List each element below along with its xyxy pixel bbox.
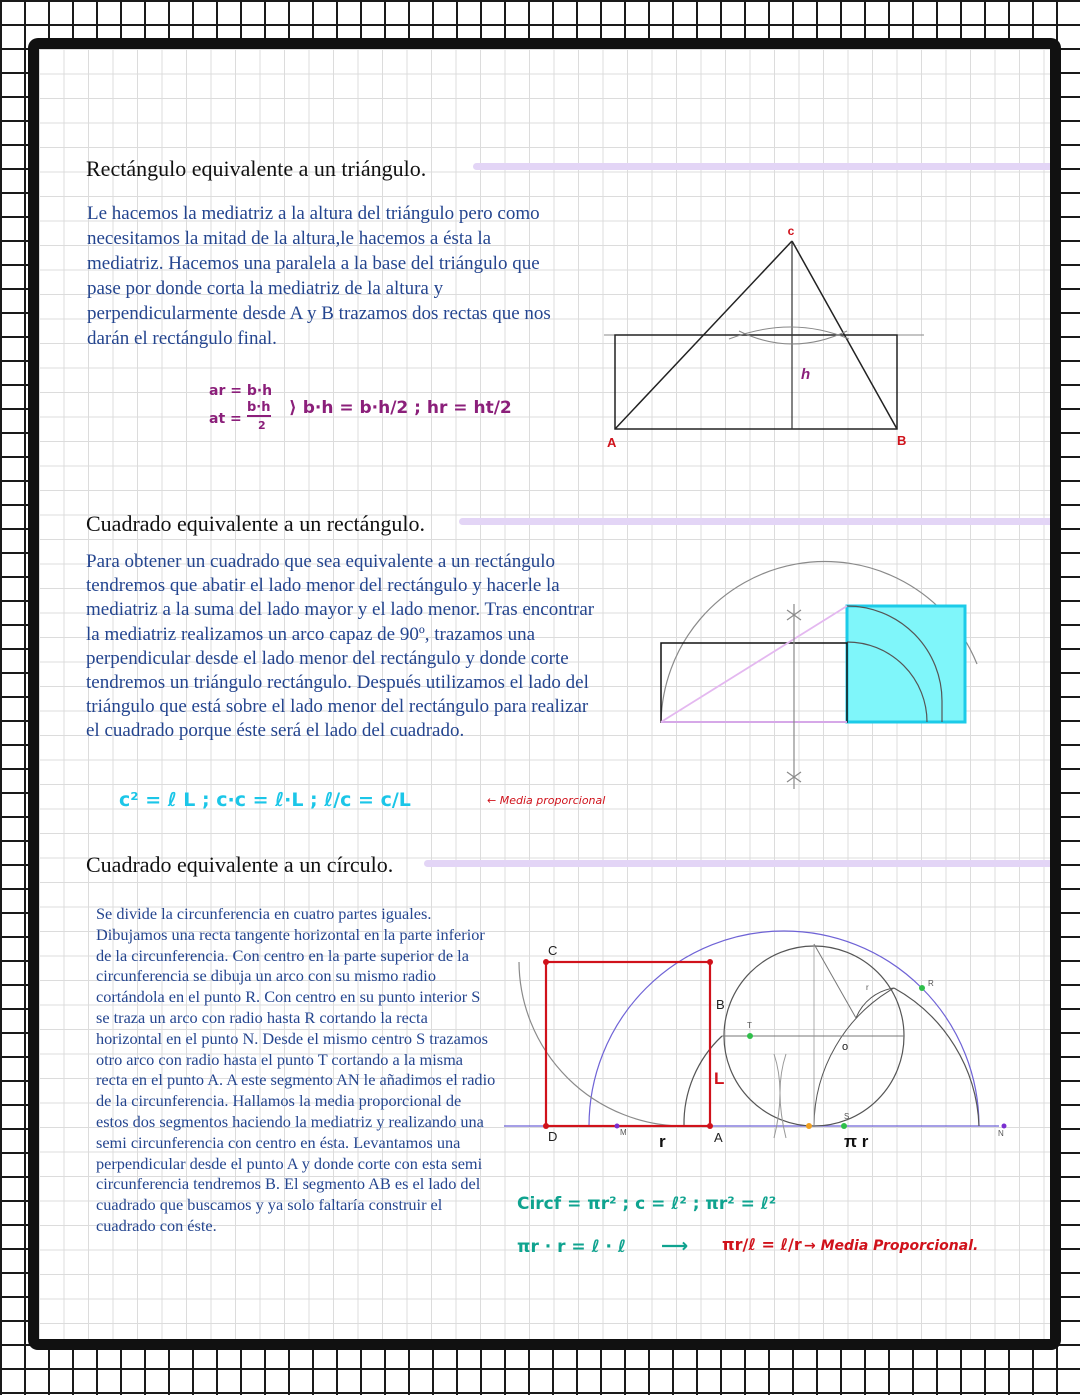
triangle-label-a: A xyxy=(607,435,617,450)
section2-note: ← Media proporcional xyxy=(487,794,606,807)
section1-title-underline xyxy=(473,163,1061,170)
triangle-label-b: B xyxy=(897,433,907,448)
circle-figure-label-pir: π r xyxy=(844,1132,869,1151)
triangle-rectangle-figure xyxy=(599,219,929,459)
circle-figure-label-n: N xyxy=(998,1129,1004,1138)
section3-formula-line2: πr · r = ℓ · ℓ xyxy=(517,1237,626,1257)
circle-figure-label-r-segment: r xyxy=(659,1132,666,1151)
section3-formula-arrow: ⟶ xyxy=(661,1235,689,1257)
circle-figure-label-m: M xyxy=(620,1128,627,1137)
section3-formula-ratio: πr/ℓ = ℓ/r xyxy=(722,1235,802,1254)
circle-figure-label-t: T xyxy=(747,1021,752,1030)
section1-text: Le hacemos la mediatriz a la altura del triángulo pero como necesitamos la mitad de la altura,le hacemos a ésta la mediatriz. Hacemos una paralela a la base del triángulo que pase por donde corta la mediatriz de la altura y perpendicularmente desde A y B trazamos dos rectas que nos darán el rectángulo final. xyxy=(87,203,551,349)
section2-text: Para obtener un cuadrado que sea equivalente a un rectángulo tendremos que abatir el lado menor del rectángulo y hacerle la mediatriz a la suma del lado mayor y el lado menor. Tras encontrar la mediatriz realizamos un arco capaz de 90º, trazamos una perpendicular desde el lado menor del rectángulo y donde corte tendremos un triángulo rectángulo. Después utilizamos el lado del triángulo que está sobre el lado menor del rectángulo para realizar el cuadrado porque éste será el lado del cuadrado. xyxy=(86,551,595,742)
section3-title-underline xyxy=(424,860,1061,867)
section1-formula-fraction-den: 2 xyxy=(258,419,266,432)
notebook-page xyxy=(28,38,1061,1350)
section1-formula-line1: ar = b·h xyxy=(209,383,273,399)
triangle-label-h: h xyxy=(801,366,811,383)
circle-figure-label-b: B xyxy=(716,997,725,1012)
section2-formula: c² = ℓ L ; c·c = ℓ·L ; ℓ/c = c/L xyxy=(119,789,411,811)
circle-figure-label-o: o xyxy=(842,1041,849,1053)
section2-title: Cuadrado equivalente a un rectángulo. xyxy=(86,511,426,536)
circle-figure-label-c: C xyxy=(548,943,558,958)
section1-title: Rectángulo equivalente a un triángulo. xyxy=(86,156,427,181)
circle-figure-label-l: L xyxy=(714,1069,725,1088)
section2-title-underline xyxy=(459,518,1061,525)
circle-figure-label-s: S xyxy=(844,1112,850,1121)
section1-formula-at: at = xyxy=(209,411,242,427)
section3-text: Se divide la circunferencia en cuatro partes iguales. Dibujamos una recta tangente horizontal en la parte inferior de la circunferencia. Con centro en la parte superior de la circunferencia se dibuja un arco con su mismo radio cortándola en el punto R. Con centro en su punto interior S se traza un arco con radio hasta R cortando la recta horizontal en el punto N. Desde el mismo centro S trazamos otro arco con radio hasta el punto T cortando a la misma recta en el punto A. A este segmento AN le añadimos el radio de la circunferencia. Hallamos la media proporcional de estos dos segmentos haciendo la mediatriz y realizando una semi circunferencia con centro en ésta. Levantamos una perpendicular desde el punto A y donde corte con esta semi circunferencia tendremos B. El segmento AB es el lado del cuadrado que buscamos y ya solo faltaría construir el cuadrado con éste. xyxy=(96,904,496,1235)
circle-figure-label-d: D xyxy=(548,1129,558,1144)
section1-formula-fraction-num: b·h xyxy=(247,400,271,415)
rectangle-square-figure xyxy=(639,584,979,794)
section3-formula-note: → Media Proporcional. xyxy=(804,1238,979,1254)
circle-figure-label-a: A xyxy=(714,1130,723,1145)
circle-figure-label-radius: r xyxy=(866,983,869,992)
section1-formula-result: ⟩ b·h = b·h/2 ; hr = ht/2 xyxy=(289,398,512,418)
section3-formula-line1: Circf = πr² ; c = ℓ² ; πr² = ℓ² xyxy=(517,1194,777,1214)
triangle-label-c: c xyxy=(787,224,795,238)
circle-square-figure xyxy=(504,924,1004,1189)
circle-figure-label-rr: R xyxy=(928,979,934,988)
section3-title: Cuadrado equivalente a un círculo. xyxy=(86,852,394,877)
